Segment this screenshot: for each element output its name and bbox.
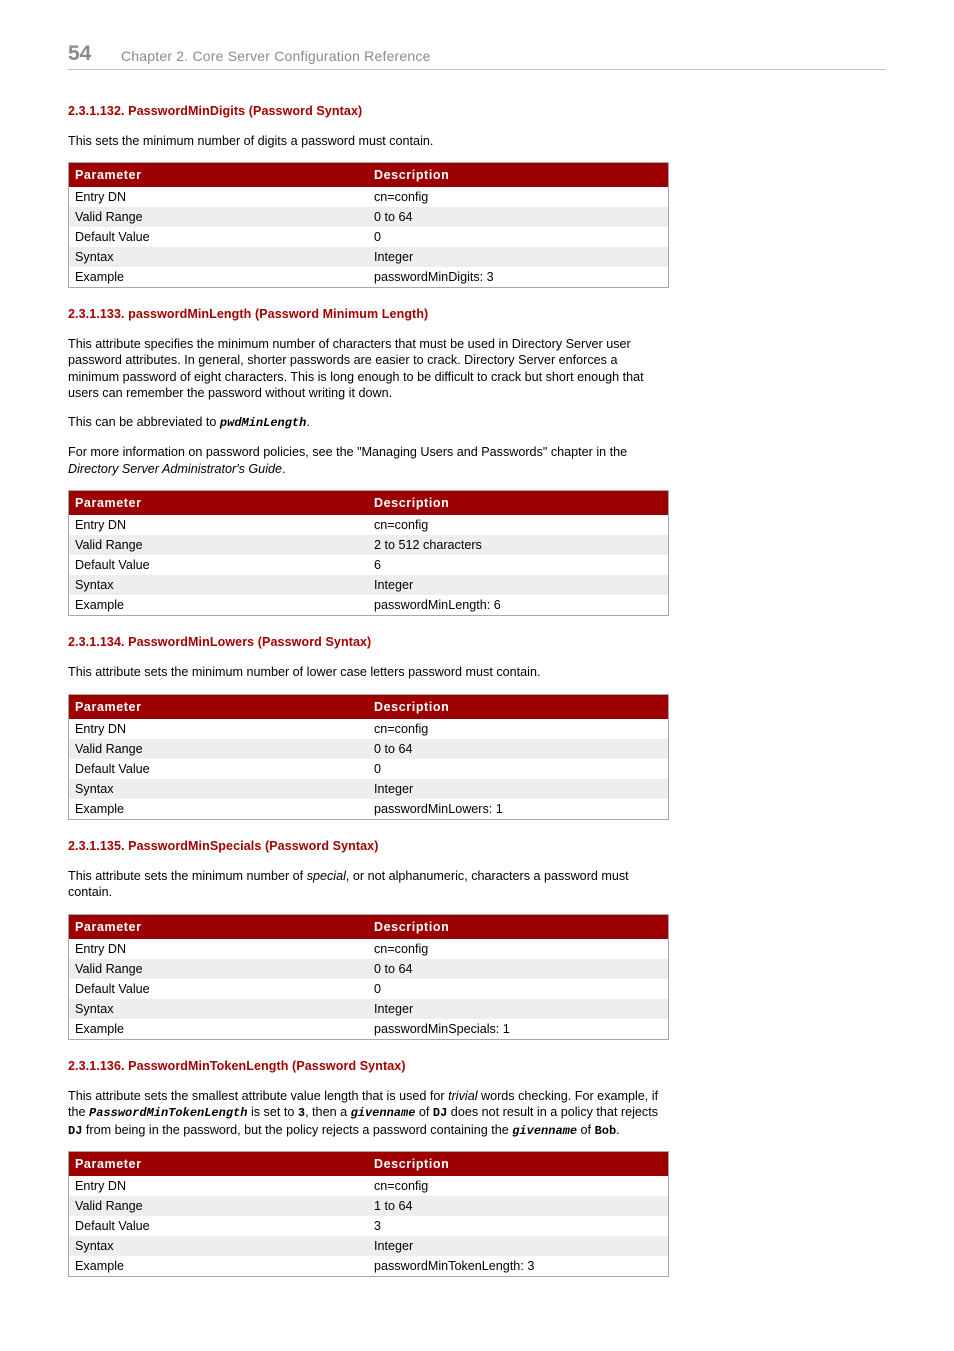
table-row bbox=[69, 1256, 669, 1277]
value-cell: 0 bbox=[374, 761, 382, 776]
parameter-header: Parameter bbox=[69, 162, 369, 187]
value-cell: passwordMinSpecials: 1 bbox=[374, 1021, 510, 1036]
table-row bbox=[69, 555, 669, 575]
value-cell: cn=config bbox=[374, 189, 429, 204]
guide-title: Directory Server Administrator's Guide bbox=[68, 461, 282, 476]
table-row bbox=[69, 779, 669, 799]
table-row bbox=[69, 575, 669, 595]
section-intro: This sets the minimum number of digits a password must contain. bbox=[68, 134, 434, 148]
chapter-title: Chapter 2. Core Server Configuration Reference bbox=[121, 48, 431, 64]
param-cell: Example bbox=[75, 801, 124, 816]
parameter-table bbox=[68, 694, 669, 820]
param-cell: Entry DN bbox=[75, 1179, 127, 1193]
param-cell: Syntax bbox=[69, 247, 369, 267]
param-cell: Valid Range bbox=[69, 207, 369, 227]
table-row bbox=[69, 1019, 669, 1040]
param-cell: Default Value bbox=[75, 1219, 150, 1233]
value-cell: 3 bbox=[374, 1219, 382, 1233]
section-heading: 2.3.1.133. passwordMinLength (Password Minimum Length) bbox=[68, 306, 429, 321]
table-row bbox=[69, 1216, 669, 1236]
parameter-table bbox=[68, 914, 669, 1040]
table-row bbox=[69, 1196, 669, 1216]
section-intro: This attribute sets the minimum number of lower case letters password must contain. bbox=[68, 665, 541, 679]
abbreviation-note: This can be abbreviated to pwdMinLength. bbox=[68, 414, 310, 430]
page-header bbox=[68, 42, 885, 70]
parameter-header: Parameter bbox=[69, 1152, 369, 1177]
param-cell: Entry DN bbox=[75, 518, 127, 532]
value-cell: 0 bbox=[374, 981, 382, 996]
page-number: 54 bbox=[68, 42, 92, 65]
more-info-note: For more information on password policies, see the "Managing Users and Passwords" chapter in the Directory Server Administrator's Guide. bbox=[68, 445, 628, 476]
value-cell: Integer bbox=[368, 779, 669, 799]
value-cell: Integer bbox=[368, 999, 669, 1019]
table-row bbox=[69, 227, 669, 247]
description-header: Description bbox=[368, 914, 669, 939]
param-cell: Syntax bbox=[69, 779, 369, 799]
value-cell: 1 to 64 bbox=[368, 1196, 669, 1216]
value-cell: 2 to 512 characters bbox=[368, 535, 669, 555]
description-header: Description bbox=[368, 162, 669, 187]
table-row bbox=[69, 1236, 669, 1256]
table-row bbox=[69, 759, 669, 779]
param-cell: Syntax bbox=[69, 575, 369, 595]
description-header: Description bbox=[368, 491, 669, 516]
table-row bbox=[69, 247, 669, 267]
description-header: Description bbox=[368, 1152, 669, 1177]
section-intro: This attribute sets the minimum number of special, or not alphanumeric, characters a password must contain. bbox=[68, 868, 629, 899]
param-cell: Default Value bbox=[75, 981, 150, 996]
value-cell: 0 to 64 bbox=[368, 739, 669, 759]
param-cell: Syntax bbox=[69, 999, 369, 1019]
param-cell: Default Value bbox=[75, 229, 150, 244]
table-row bbox=[69, 799, 669, 820]
section-heading: 2.3.1.136. PasswordMinTokenLength (Password Syntax) bbox=[68, 1058, 406, 1073]
table-row bbox=[69, 979, 669, 999]
value-cell: 6 bbox=[374, 558, 382, 572]
param-cell: Entry DN bbox=[75, 941, 127, 956]
table-row bbox=[69, 187, 669, 207]
page-content bbox=[68, 104, 669, 1277]
value-cell: 0 bbox=[374, 229, 382, 244]
value-cell: cn=config bbox=[374, 518, 429, 532]
value-cell: 0 to 64 bbox=[368, 207, 669, 227]
table-row bbox=[69, 535, 669, 555]
value-cell: 0 to 64 bbox=[368, 959, 669, 979]
abbreviation-code: pwdMinLength bbox=[219, 415, 307, 430]
description-header: Description bbox=[368, 694, 669, 719]
table-row bbox=[69, 267, 669, 288]
param-cell: Default Value bbox=[75, 761, 150, 776]
param-cell: Valid Range bbox=[69, 535, 369, 555]
param-cell: Valid Range bbox=[69, 959, 369, 979]
value-cell: passwordMinTokenLength: 3 bbox=[374, 1259, 535, 1273]
value-cell: passwordMinLength: 6 bbox=[374, 598, 501, 612]
value-cell: cn=config bbox=[374, 1179, 429, 1193]
param-cell: Valid Range bbox=[69, 1196, 369, 1216]
section-intro: This attribute specifies the minimum number of characters that must be used in Directory Server user password attributes. In general, shorter passwords are easier to crack. Directory Server enforces a minimum password of eight characters. This is long enough to be difficult to crack but short enough that users can remember the password without writing it down. bbox=[68, 336, 644, 400]
param-cell: Valid Range bbox=[69, 739, 369, 759]
value-cell: cn=config bbox=[374, 941, 429, 956]
value-cell: Integer bbox=[368, 247, 669, 267]
param-cell: Example bbox=[75, 598, 124, 612]
section-heading: 2.3.1.135. PasswordMinSpecials (Password Syntax) bbox=[68, 838, 379, 853]
parameter-header: Parameter bbox=[69, 914, 369, 939]
table-row bbox=[69, 939, 669, 959]
parameter-table bbox=[68, 162, 669, 288]
parameter-table bbox=[68, 1151, 669, 1277]
value-cell: cn=config bbox=[374, 721, 429, 736]
table-row bbox=[69, 999, 669, 1019]
parameter-header: Parameter bbox=[69, 491, 369, 516]
value-cell: Integer bbox=[368, 1236, 669, 1256]
section-heading: 2.3.1.132. PasswordMinDigits (Password Syntax) bbox=[68, 104, 363, 118]
parameter-header: Parameter bbox=[69, 694, 369, 719]
param-cell: Example bbox=[75, 269, 124, 284]
table-row bbox=[69, 959, 669, 979]
param-cell: Entry DN bbox=[75, 189, 127, 204]
param-cell: Entry DN bbox=[75, 721, 127, 736]
table-row bbox=[69, 719, 669, 739]
param-cell: Default Value bbox=[75, 558, 150, 572]
table-row bbox=[69, 515, 669, 535]
table-row bbox=[69, 207, 669, 227]
table-row bbox=[69, 1176, 669, 1196]
table-row bbox=[69, 739, 669, 759]
param-cell: Example bbox=[75, 1021, 124, 1036]
value-cell: passwordMinLowers: 1 bbox=[374, 801, 503, 816]
value-cell: passwordMinDigits: 3 bbox=[374, 269, 494, 284]
parameter-table bbox=[68, 490, 669, 616]
table-row bbox=[69, 595, 669, 616]
value-cell: Integer bbox=[368, 575, 669, 595]
param-cell: Syntax bbox=[69, 1236, 369, 1256]
param-cell: Example bbox=[75, 1259, 124, 1273]
section-intro: This attribute sets the smallest attribute value length that is used for trivial words checking. For example, if the PasswordMinTokenLength is set to 3, then a givenname of DJ does not result in a policy that rejects DJ from being in the password, but the policy rejects a password containing the givenname of Bob. bbox=[68, 1088, 659, 1138]
section-heading: 2.3.1.134. PasswordMinLowers (Password Syntax) bbox=[68, 635, 372, 649]
